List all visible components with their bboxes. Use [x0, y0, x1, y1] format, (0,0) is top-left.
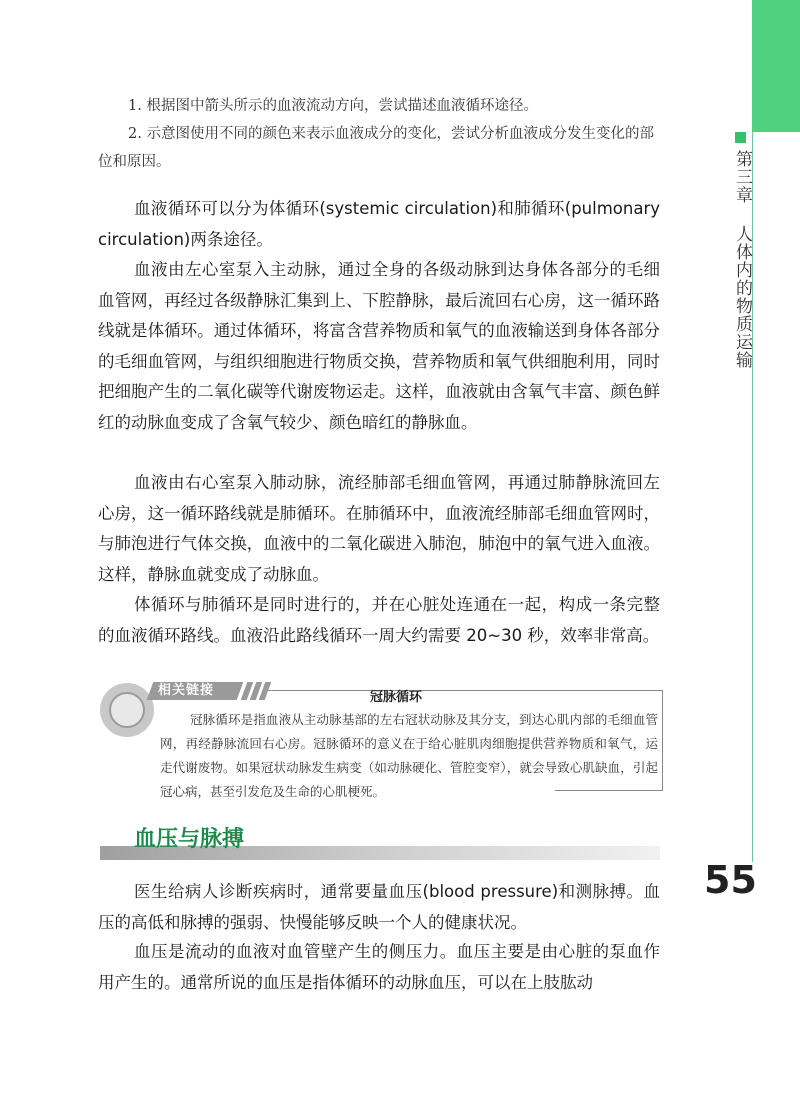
related-link-label: 相关链接 — [158, 683, 215, 698]
chapter-tab — [752, 0, 800, 132]
section-heading: 血压与脉搏 — [134, 827, 245, 852]
paragraph-circulation-types: 血液循环可以分为体循环(systemic circulation)和肺循环(pulmonary circulation)两条途径。 — [98, 199, 660, 249]
chapter-title: 第三章 人体内的物质运输 — [732, 150, 752, 369]
margin-rule — [752, 132, 753, 862]
paragraph-pulmonary-circulation: 血液由右心室泵入肺动脉，流经肺部毛细血管网，再通过肺静脉流回左心房，这一循环路线就是肺循环。在肺循环中，血液流经肺部毛细血管网时，与肺泡进行气体交换，血液中的二氧化碳进入肺泡，肺泡中的氧气进入血液。这样，静脉血就变成了动脉血。 — [98, 473, 660, 584]
page-number: 55 — [704, 858, 757, 902]
paragraph-complete-circulation: 体循环与肺循环是同时进行的，并在心脏处连通在一起，构成一条完整的血液循环路线。血液沿此路线循环一周大约需要 20~30 秒，效率非常高。 — [98, 595, 660, 645]
related-link-frame — [662, 690, 663, 790]
related-link-body: 冠脉循环是指血液从主动脉基部的左右冠状动脉及其分支，到达心肌内部的毛细血管网，再经静脉流回右心房。冠脉循环的意义在于给心脏肌肉细胞提供营养物质和氧气，运走代谢废物。如果冠状动脉发生病变（如动脉硬化、管腔变窄），就会导致心肌缺血，引起冠心病，甚至引发危及生命的心肌梗死。 — [160, 712, 658, 799]
paragraph-blood-pressure-definition: 血压是流动的血液对血管壁产生的侧压力。血压主要是由心脏的泵血作用产生的。通常所说的血压是指体循环的动脉血压，可以在上肢肱动 — [98, 942, 660, 992]
related-link-title: 冠脉循环 — [370, 690, 423, 705]
chapter-bullet-icon — [735, 132, 746, 143]
related-link-frame — [268, 690, 663, 691]
mascot-avatar-icon — [100, 683, 154, 737]
question-1: 1. 根据图中箭头所示的血液流动方向，尝试描述血液循环途径。 — [128, 98, 538, 114]
paragraph-systemic-circulation: 血液由左心室泵入主动脉，通过全身的各级动脉到达身体各部分的毛细血管网，再经过各级静脉汇集到上、下腔静脉，最后流回右心房，这一循环路线就是体循环。通过体循环，将富含营养物质和氧气的血液输送到身体各部分的毛细血管网，与组织细胞进行物质交换，营养物质和氧气供细胞利用，同时把细胞产生的二氧化碳等代谢废物运走。这样，血液就由含氧气丰富、颜色鲜红的动脉血变成了含氧气较少、颜色暗红的静脉血。 — [98, 260, 660, 432]
paragraph-blood-pressure-intro: 医生给病人诊断疾病时，通常要量血压(blood pressure)和测脉搏。血压的高低和脉搏的强弱、快慢能够反映一个人的健康状况。 — [98, 882, 660, 932]
question-2: 2. 示意图使用不同的颜色来表示血液成分的变化，尝试分析血液成分发生变化的部位和原因。 — [98, 126, 654, 170]
